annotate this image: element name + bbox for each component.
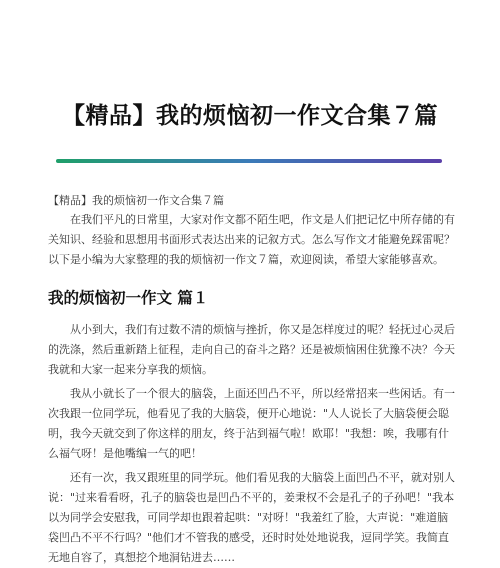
page-title: 【精品】我的烦恼初一作文合集７篇 bbox=[62, 102, 438, 129]
intro-paragraph: 在我们平凡的日常里，大家对作文都不陌生吧，作文是人们把记忆中所存储的有关知识、经验和思想用书面形式表达出来的记叙方式。怎么写作文才能避免踩雷呢？以下是小编为大家整理的我的烦恼初一作文７篇，欢迎阅读，希望大家能够喜欢。 bbox=[48, 213, 455, 266]
title-divider bbox=[56, 159, 442, 163]
document-subtitle: 【精品】我的烦恼初一作文合集７篇 bbox=[48, 194, 224, 207]
body-paragraph-2: 我从小就长了一个很大的脑袋，上面还凹凸不平，所以经常招来一些闲话。有一次我跟一位同学玩，他看见了我的大脑袋，便开心地说："人人说长了大脑袋便会聪明，我今天就交到了你这样的朋友，终于沾到福气啦！欧耶！"我想：唉，我哪有什么福气呀！是他嘴编一气的吧！ bbox=[48, 387, 455, 460]
body-paragraph-3: 还有一次，我又跟班里的同学玩。他们看见我的大脑袋上面凹凸不平，就对别人说："过来看看呀，孔子的脑袋也是凹凸不平的，姜秉权不会是孔子的子孙吧！"我本以为同学会安慰我，可同学却也跟着起哄："对呀！"我羞红了脸，大声说："难道脑袋凹凸不平不行吗？"他们才不管我的感受，还时时处处地说我，逗同学笑。我简直无地自容了，真想挖个地洞钻进去…… bbox=[48, 471, 455, 564]
section-heading: 我的烦恼初一作文 篇１ bbox=[48, 288, 209, 307]
body-paragraph-1: 从小到大，我们有过数不清的烦恼与挫折，你又是怎样度过的呢？轻抚过心灵后的洗涤，然后重新踏上征程，走向自己的奋斗之路？还是被烦恼困住犹豫不决？今天我就和大家一起来分享我的烦恼。 bbox=[48, 323, 455, 376]
